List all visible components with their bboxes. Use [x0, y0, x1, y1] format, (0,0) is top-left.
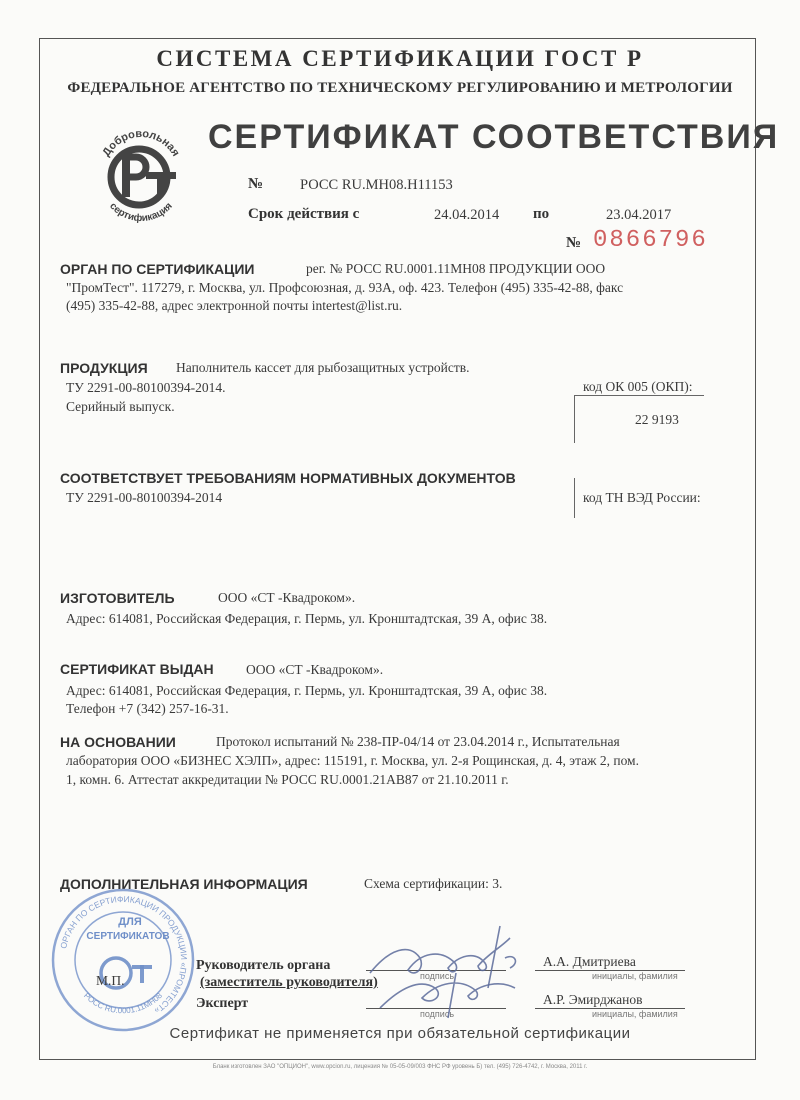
product-description: Наполнитель кассет для рыбозащитных устройств.	[176, 360, 470, 375]
manufacturer-name: ООО «СТ -Квадроком».	[218, 590, 356, 605]
head-name-caption: инициалы, фамилия	[592, 971, 678, 981]
basis-line3: 1, комн. 6. Аттестат аккредитации № РОСС RU.0001.21АВ87 от 21.10.2011 г.	[66, 772, 509, 787]
head-sign-caption: подпись	[420, 971, 455, 981]
certificate-title: СЕРТИФИКАТ СООТВЕТСТВИЯ	[208, 118, 780, 156]
basis-line2: лаборатория ООО «БИЗНЕС ХЭЛП», адрес: 115191, г. Москва, ул. 2-я Рощинская, д. 4, этаж 2, пом.	[66, 753, 639, 768]
certification-body-line3: (495) 335-42-88, адрес электронной почты intertest@list.ru.	[66, 298, 403, 313]
okp-value: 22 9193	[635, 412, 679, 427]
additional-info-label: ДОПОЛНИТЕЛЬНАЯ ИНФОРМАЦИЯ	[60, 876, 308, 892]
tnved-box-divider	[574, 478, 575, 518]
certification-system-title: СИСТЕМА СЕРТИФИКАЦИИ ГОСТ Р	[156, 46, 644, 71]
conformity-document: ТУ 2291-00-80100394-2014	[66, 490, 223, 505]
footer-note: Сертификат не применяется при обязательной сертификации	[169, 1025, 631, 1042]
voluntary-certification-logo	[86, 124, 196, 224]
certification-body-label: ОРГАН ПО СЕРТИФИКАЦИИ	[60, 261, 255, 277]
okp-box-top	[574, 395, 704, 396]
okp-label: код ОК 005 (ОКП):	[583, 379, 693, 394]
issued-to-label: СЕРТИФИКАТ ВЫДАН	[60, 661, 214, 677]
issued-to-phone: Телефон +7 (342) 257-16-31.	[66, 701, 229, 716]
signature-icon	[360, 918, 540, 1028]
certification-body-line1: рег. № РОСС RU.0001.11МН08 ПРОДУКЦИИ ООО	[306, 261, 606, 276]
basis-label: НА ОСНОВАНИИ	[60, 734, 176, 750]
seal-place-label: М.П.	[96, 973, 125, 988]
conformity-label: СООТВЕТСТВУЕТ ТРЕБОВАНИЯМ НОРМАТИВНЫХ ДОКУМЕНТОВ	[60, 470, 516, 486]
basis-line1: Протокол испытаний № 238-ПР-04/14 от 23.04.2014 г., Испытательная	[216, 734, 620, 749]
certificate-number: РОСС RU.МН08.Н11153	[300, 177, 453, 193]
agency-title: ФЕДЕРАЛЬНОЕ АГЕНТСТВО ПО ТЕХНИЧЕСКОМУ РЕГУЛИРОВАНИЮ И МЕТРОЛОГИИ	[67, 80, 733, 96]
issued-to-name: ООО «СТ -Квадроком».	[246, 662, 384, 677]
expert-name: А.Р. Эмирджанов	[543, 992, 643, 1007]
stamp-center-line1: ДЛЯ	[118, 916, 142, 928]
manufacturer-address: Адрес: 614081, Российская Федерация, г. Пермь, ул. Кронштадтская, 39 А, офис 38.	[66, 611, 548, 626]
svg-text:РОСС RU.0001.11МН08	[82, 991, 164, 1016]
to-label: по	[533, 206, 550, 222]
logo-bottom-text: сертификация	[107, 200, 175, 224]
product-production-type: Серийный выпуск.	[66, 399, 175, 414]
stamp-center-line2: СЕРТИФИКАТОВ	[86, 931, 170, 942]
logo-top-text: Добровольная	[100, 127, 182, 159]
stamp-seal-icon	[48, 885, 198, 1035]
head-label: Руководитель органа	[196, 958, 331, 973]
handwritten-signatures	[360, 918, 540, 1028]
blank-serial-number: 0866796	[593, 227, 708, 254]
valid-to: 23.04.2017	[606, 207, 672, 223]
print-info: Бланк изготовлен ЗАО "ОПЦИОН", www.opcion.ru, лицензия № 05-05-09/003 ФНС РФ уровень Б) тел. (495) 726-4742, г. Москва, 2011 г.	[212, 1064, 588, 1070]
stamp-ring-text: ОРГАН ПО СЕРТИФИКАЦИИ ПРОДУКЦИИ «ПРОМТЕСТ»	[58, 893, 190, 1016]
issued-to-address: Адрес: 614081, Российская Федерация, г. Пермь, ул. Кронштадтская, 39 А, офис 38.	[66, 683, 548, 698]
number-label: №	[248, 176, 264, 192]
stamp-bottom-text: РОСС RU.0001.11МН08	[81, 991, 165, 1016]
expert-name-caption: инициалы, фамилия	[592, 1009, 678, 1019]
certification-scheme: Схема сертификации: 3.	[364, 876, 503, 891]
tnved-label: код ТН ВЭД России:	[583, 490, 701, 505]
deputy-label: (заместитель руководителя)	[200, 975, 378, 990]
valid-from: 24.04.2014	[434, 207, 500, 223]
expert-sign-caption: подпись	[420, 1009, 455, 1019]
blank-number-label: №	[566, 235, 582, 251]
head-name: А.А. Дмитриева	[543, 954, 636, 969]
manufacturer-label: ИЗГОТОВИТЕЛЬ	[60, 590, 175, 606]
certification-body-line2: "ПромТест". 117279, г. Москва, ул. Профсоюзная, д. 93А, оф. 423. Телефон (495) 335-42-88, факс	[66, 280, 624, 295]
product-spec: ТУ 2291-00-80100394-2014.	[66, 380, 226, 395]
expert-label: Эксперт	[196, 996, 249, 1011]
pc-mark-icon	[86, 124, 196, 224]
okp-box-divider	[574, 395, 575, 443]
validity-label: Срок действия с	[248, 206, 360, 222]
organization-stamp	[48, 885, 198, 1035]
svg-text:Добровольная	[100, 128, 181, 159]
product-label: ПРОДУКЦИЯ	[60, 360, 148, 376]
